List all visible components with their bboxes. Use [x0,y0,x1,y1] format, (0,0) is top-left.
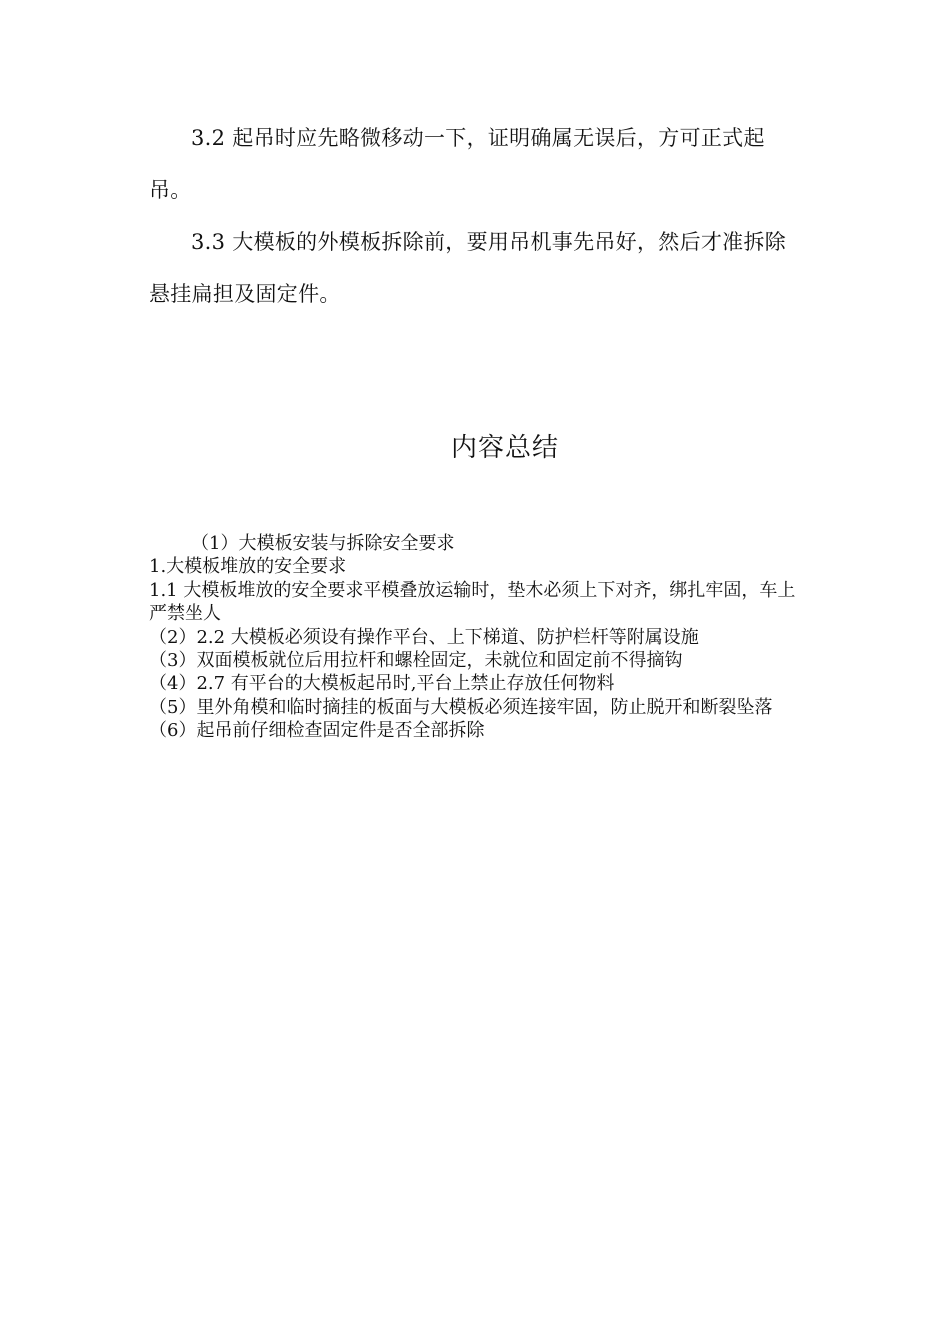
paragraph-3-2: 3.2 起吊时应先略微移动一下，证明确属无误后，方可正式起吊。 [149,126,765,202]
summary-title: 内容总结 [450,433,559,463]
summary-item: （4）2.7 有平台的大模板起吊时,平台上禁止存放任何物料 [149,673,615,695]
summary-item: 1.1 大模板堆放的安全要求平模叠放运输时，垫木必须上下对齐，绑扎牢固，车上严禁坐人 [149,579,796,625]
body-text-section [149,112,789,320]
summary-item: （1）大模板安装与拆除安全要求 [191,533,455,554]
summary-item: 1.大模板堆放的安全要求 [149,556,347,578]
summary-item: （6）起吊前仔细检查固定件是否全部拆除 [149,720,485,742]
paragraph-3-3: 3.3 大模板的外模板拆除前，要用吊机事先吊好，然后才准拆除悬挂扁担及固定件。 [149,230,787,306]
summary-list [149,532,809,743]
summary-item: （2）2.2 大模板必须设有操作平台、上下梯道、防护栏杆等附属设施 [149,626,699,648]
summary-item: （3）双面模板就位后用拉杆和螺栓固定，未就位和固定前不得摘钩 [149,650,683,672]
summary-item: （5）里外角模和临时摘挂的板面与大模板必须连接牢固，防止脱开和断裂坠落 [149,696,773,718]
